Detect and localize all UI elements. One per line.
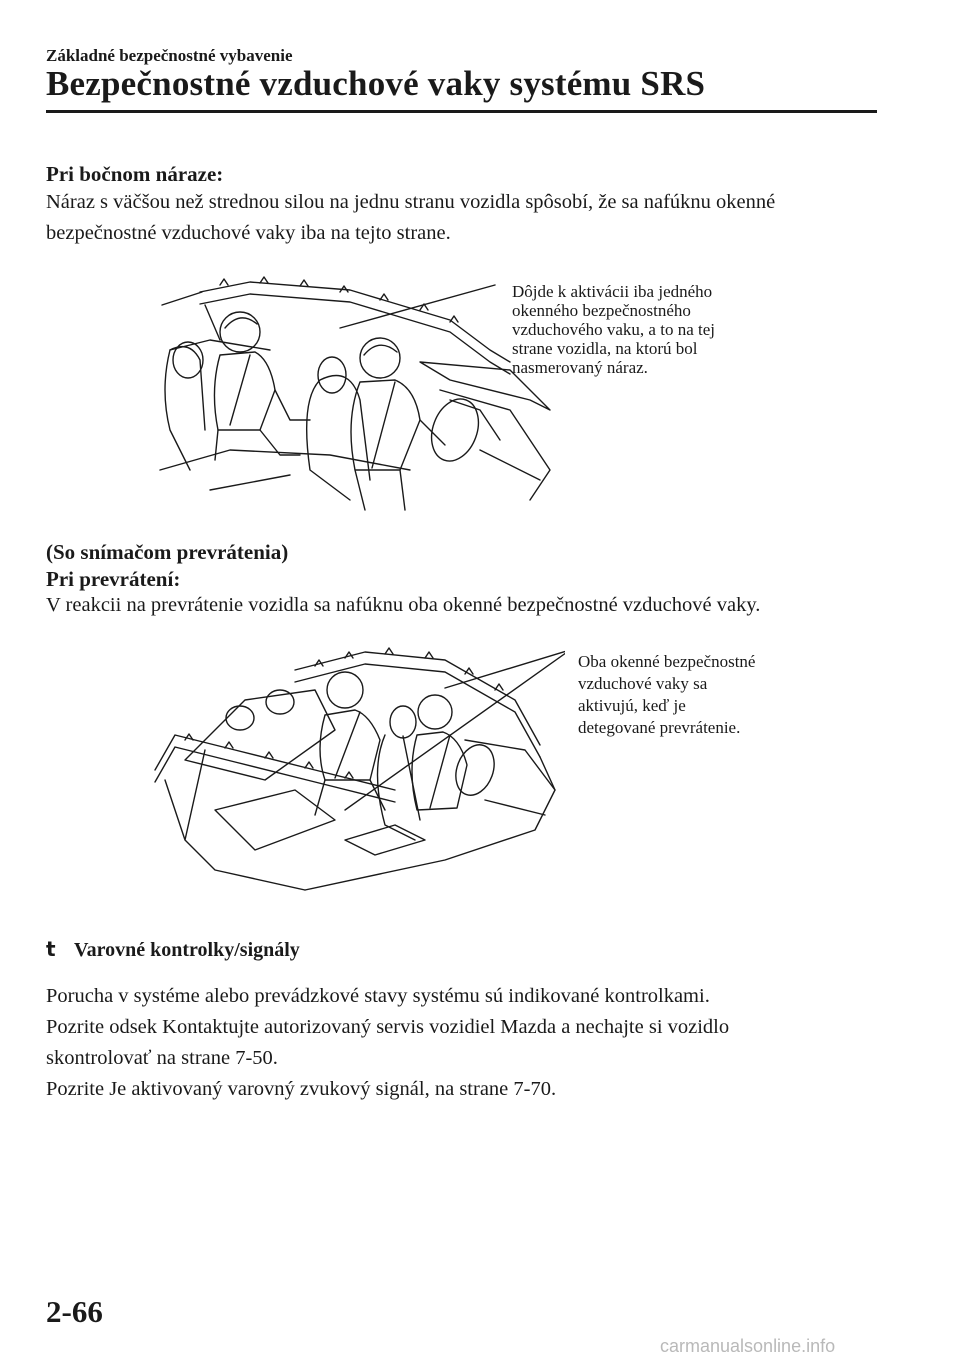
callout-line: aktivujú, keď je bbox=[578, 696, 686, 715]
warnings-line: Pozrite odsek Kontaktujte autorizovaný servis vozidiel Mazda a nechajte si vozidlo bbox=[46, 1016, 730, 1038]
callout-line: vzduchového vaku, a to na tej bbox=[512, 320, 715, 339]
section-marker-icon: t bbox=[46, 937, 56, 961]
title-divider bbox=[46, 110, 877, 113]
warnings-line: skontrolovať na strane 7-50. bbox=[46, 1047, 278, 1069]
side-impact-heading: Pri bočnom náraze: bbox=[46, 162, 224, 186]
rollover-sensor-note: (So snímačom prevrátenia) bbox=[46, 540, 289, 564]
rollover-text: V reakcii na prevrátenie vozidla sa nafúknu oba okenné bezpečnostné vzduchové vaky. bbox=[46, 594, 761, 616]
side-impact-callout bbox=[512, 282, 715, 377]
warnings-heading-row bbox=[46, 937, 300, 962]
side-impact-text-line2: bezpečnostné vzduchové vaky iba na tejto strane. bbox=[46, 222, 451, 244]
callout-line: detegované prevrátenie. bbox=[578, 718, 741, 737]
warnings-line: Pozrite Je aktivovaný varovný zvukový signál, na strane 7-70. bbox=[46, 1078, 557, 1100]
warnings-heading: Varovné kontrolky/signály bbox=[74, 939, 300, 961]
callout-line: okenného bezpečnostného bbox=[512, 301, 691, 320]
section-label: Základné bezpečnostné vybavenie bbox=[46, 46, 293, 65]
callout-line: strane vozidla, na ktorú bol bbox=[512, 339, 698, 358]
watermark: carmanualsonline.info bbox=[660, 1336, 836, 1356]
warnings-text bbox=[46, 981, 729, 1105]
rollover-callout bbox=[578, 651, 755, 739]
side-impact-text-line1: Náraz s väčšou než strednou silou na jednu stranu vozidla spôsobí, že sa nafúknu okenné bbox=[46, 191, 776, 213]
page-title: Bezpečnostné vzduchové vaky systému SRS bbox=[46, 64, 706, 103]
callout-line: nasmerovaný náraz. bbox=[512, 358, 648, 377]
warnings-line: Porucha v systéme alebo prevádzkové stavy systému sú indikované kontrolkami. bbox=[46, 985, 710, 1007]
page-number: 2-66 bbox=[46, 1294, 103, 1329]
rollover-heading: Pri prevrátení: bbox=[46, 567, 181, 591]
rollover-illustration bbox=[145, 640, 565, 910]
callout-line: Oba okenné bezpečnostné bbox=[578, 652, 756, 671]
callout-line: Dôjde k aktivácii iba jedného bbox=[512, 282, 713, 301]
side-impact-illustration bbox=[150, 270, 570, 530]
callout-line: vzduchové vaky sa bbox=[578, 674, 708, 693]
